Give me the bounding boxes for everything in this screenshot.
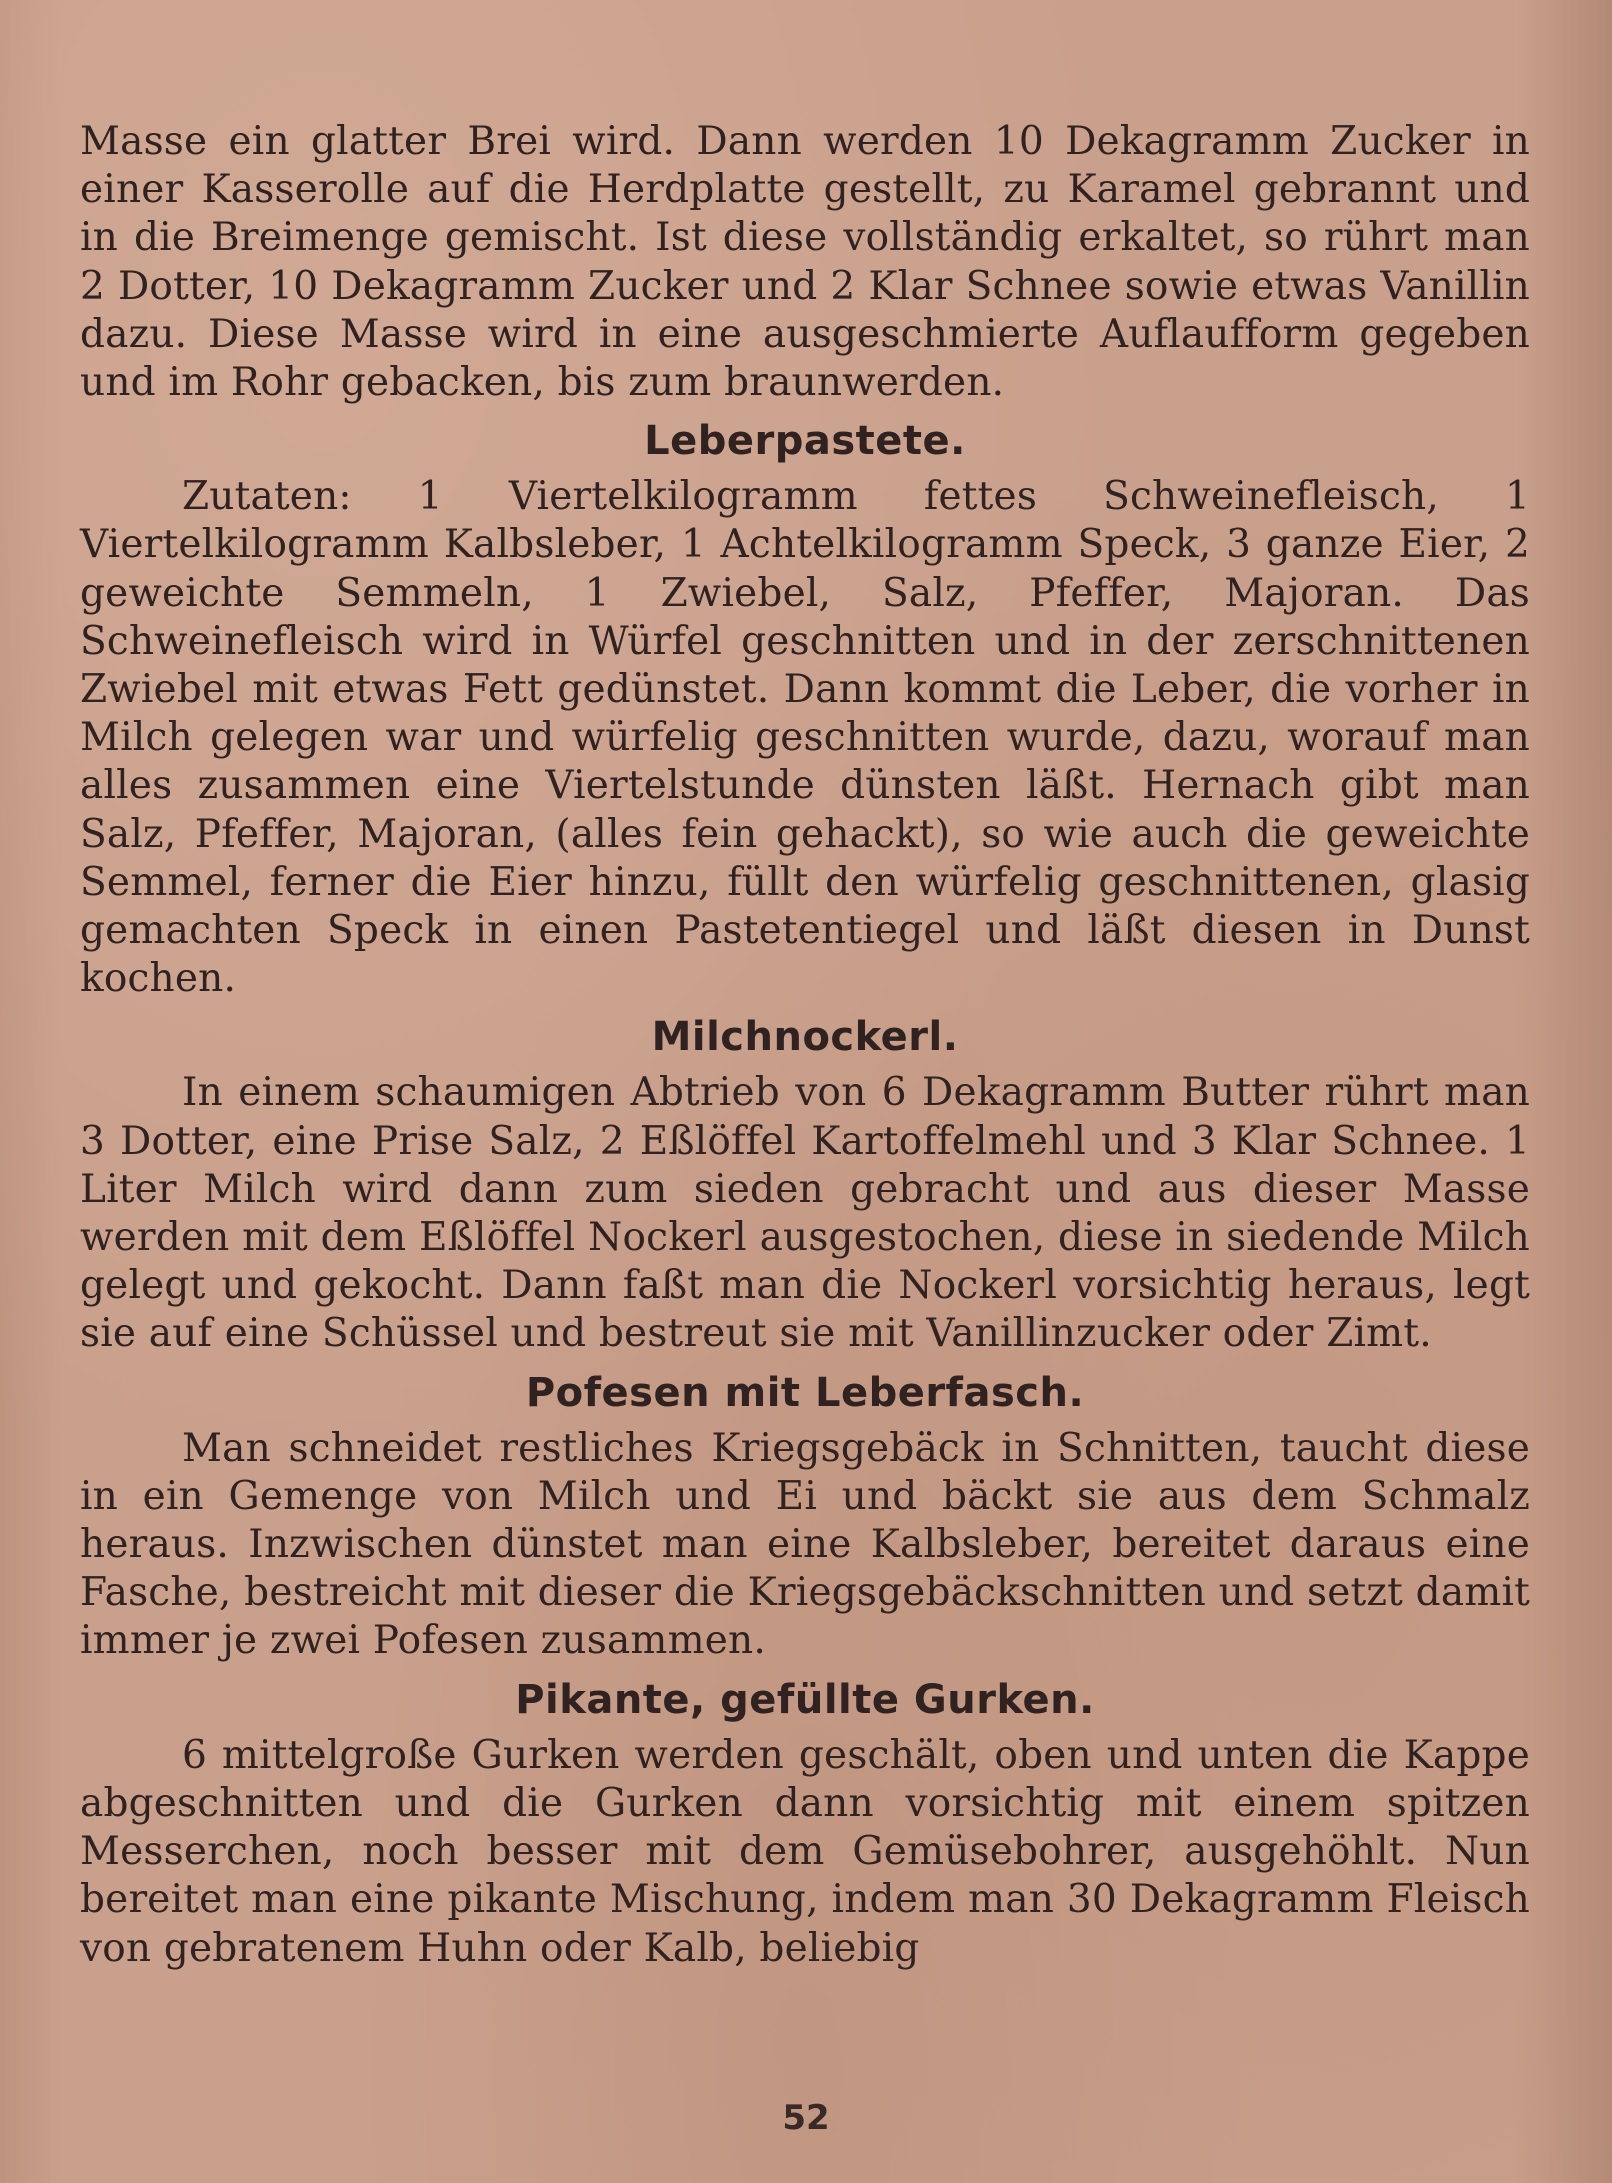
- recipe-text-leberpastete: Zutaten: 1 Viertelkilogramm fettes Schweinefleisch, 1 Viertelkilogramm Kalbsleber, 1 Achtelkilogramm Speck, 3 ganze Eier, 2 geweichte Semmeln, 1 Zwiebel, Salz, Pfeffer, Majoran. Das Schweinefleisch wird in Würfel geschnitten und in der zerschnittenen Zwiebel mit etwas Fett gedünstet. Dann kommt die Leber, die vorher in Milch gelegen war und würfelig geschnitten wurde, dazu, worauf man alles zusammen eine Viertelstunde dünsten läßt. Hernach gibt man Salz, Pfeffer, Majoran, (alles fein gehackt), so wie auch die geweichte Semmel, ferner die Eier hinzu, füllt den würfelig geschnittenen, glasig gemachten Speck in einen Pastetentiegel und läßt diesen in Dunst kochen.: [80, 474, 1530, 1002]
- recipe-title-pofesen: Pofesen mit Leberfasch.: [525, 1369, 1085, 1416]
- continuation-paragraph: Masse ein glatter Brei wird. Dann werden 10 Dekagramm Zucker in einer Kasserolle auf die Herdplatte gestellt, zu Karamel gebrannt und in die Breimenge gemischt. Ist diese vollständig erkaltet, so rührt man 2 Dotter, 10 Dekagramm Zucker und 2 Klar Schnee sowie etwas Vanillin dazu. Diese Masse wird in eine ausgeschmierte Auflaufform gegeben und im Rohr gebacken, bis zum braunwerden.: [80, 119, 1530, 406]
- recipe-title-leberpastete: Leberpastete.: [644, 418, 966, 465]
- recipe-title-milchnockerl: Milchnockerl.: [651, 1014, 959, 1061]
- recipe-text-pofesen: Man schneidet restliches Kriegsgebäck in Schnitten, taucht diese in ein Gemenge von Milch und Ei und bäckt sie aus dem Schmalz heraus. Inzwischen dünstet man eine Kalbsleber, bereitet daraus eine Fasche, bestreicht mit dieser die Kriegsgebäckschnitten und setzt damit immer je zwei Pofesen zusammen.: [80, 1425, 1530, 1664]
- recipe-title-gurken: Pikante, gefüllte Gurken.: [515, 1676, 1095, 1723]
- page-number: 52: [782, 2098, 830, 2138]
- recipe-text-gurken: 6 mittelgroße Gurken werden geschält, oben und unten die Kappe abgeschnitten und die Gurken dann vorsichtig mit einem spitzen Messerchen, noch besser mit dem Gemüsebohrer, ausgehöhlt. Nun bereitet man eine pikante Mischung, indem man 30 Dekagramm Fleisch von gebratenem Huhn oder Kalb, beliebig: [80, 1732, 1530, 1971]
- recipe-text-milchnockerl: In einem schaumigen Abtrieb von 6 Dekagramm Butter rührt man 3 Dotter, eine Prise Salz, 2 Eßlöffel Kartoffelmehl und 3 Klar Schnee. 1 Liter Milch wird dann zum sieden gebracht und aus dieser Masse werden mit dem Eßlöffel Nockerl ausgestochen, diese in siedende Milch gelegt und gekocht. Dann faßt man die Nockerl vorsichtig heraus, legt sie auf eine Schüssel und bestreut sie mit Vanillinzucker oder Zimt.: [80, 1070, 1530, 1357]
- book-page: [80, 118, 1530, 2128]
